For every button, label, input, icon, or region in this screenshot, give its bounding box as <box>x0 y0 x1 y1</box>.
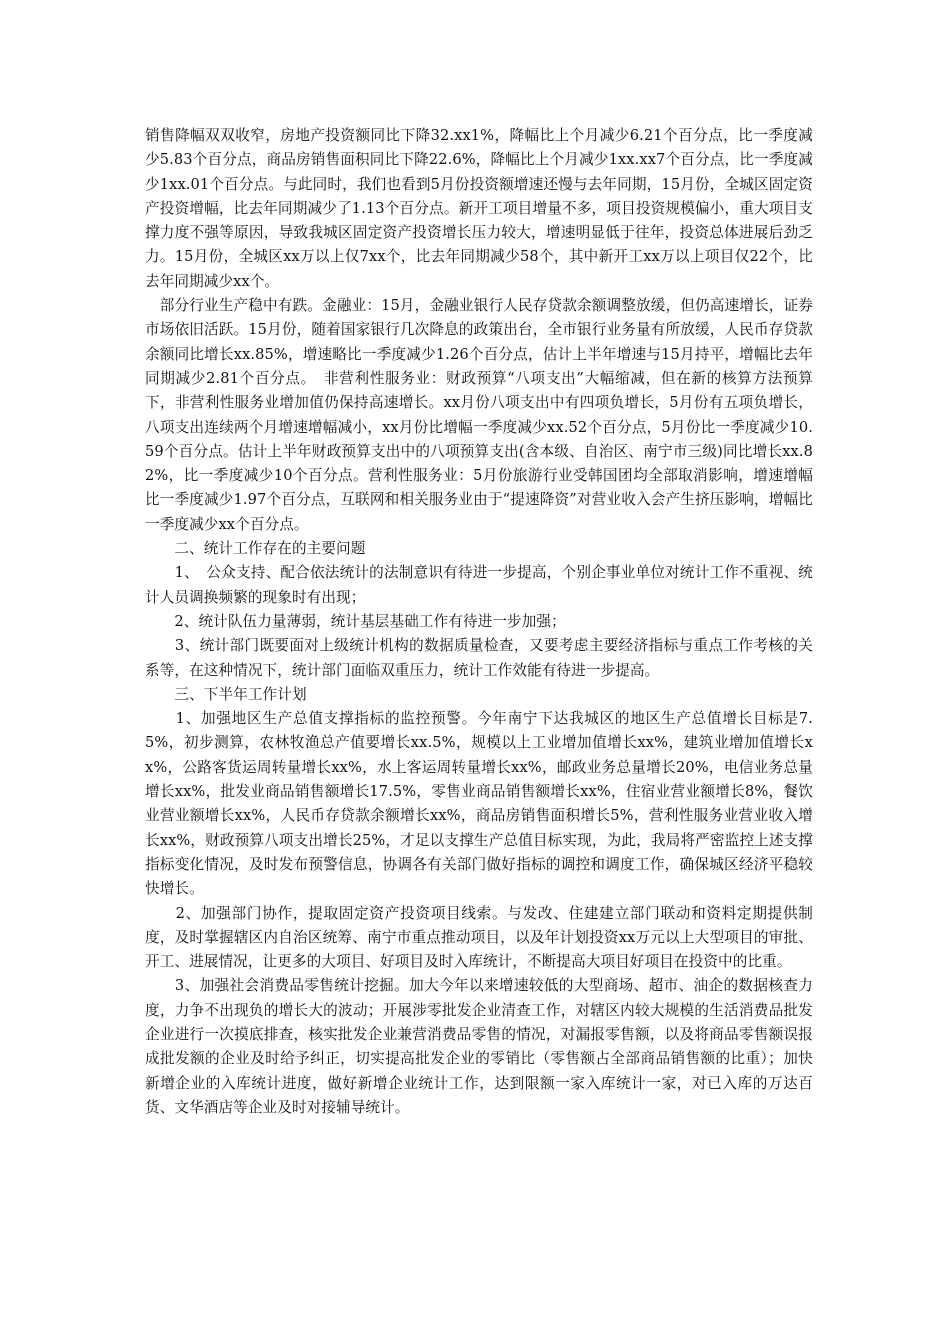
paragraph-problem-3: 3、统计部门既要面对上级统计机构的数据质量检查，又要考虑主要经济指标与重点工作考核的关系等，在这种情况下，统计部门面临双重压力，统计工作效能有待进一步提高。 <box>145 637 813 679</box>
paragraph-plan-1: 1、加强地区生产总值支撑指标的监控预警。今年南宁下达我城区的地区生产总值增长目标是7.5%，初步测算，农林牧渔总产值要增长xx.5%，规模以上工业增加值增长xx%，建筑业增加值增长xx%，公路客货运周转量增长xx%，水上客运周转量增长xx%，邮政业务总量增长20%，电信业务总量增长xx%，批发业商品销售额增长17.5%，零售业商品销售额增长xx%，住宿业营业额增长8%，餐饮业营业额增长xx%，人民币存贷款余额增长xx%，商品房销售面积增长5%，营利性服务业营业收入增长xx%，财政预算八项支出增长25%，才足以支撑生产总值目标实现，为此，我局将严密监控上述支撑指标变化情况，及时发布预警信息，协调各有关部门做好指标的调控和调度工作，确保城区经济平稳较快增长。 <box>145 710 813 898</box>
document-body <box>145 124 813 1120</box>
paragraph-industry-production: 部分行业生产稳中有跌。金融业：15月，金融业银行人民存贷款余额调整放缓，但仍高速增长，证券市场依旧活跃。15月份，随着国家银行几次降息的政策出台，全市银行业务量有所放缓，人民币存贷款余额同比增长xx.85%，增速略比一季度减少1.26个百分点，估计上半年增速与15月持平，增幅比去年同期减少2.81个百分点。 非营利性服务业：财政预算“八项支出”大幅缩减，但在新的核算方法预算下，非营利性服务业增加值仍保持高速增长。xx月份八项支出中有四项负增长，5月份有五项负增长，八项支出连续两个月增速增幅减小，xx月份比增幅一季度减少xx.52个百分点，5月份比一季度减少10.59个百分点。估计上半年财政预算支出中的八项预算支出(含本级、自治区、南宁市三级)同比增长xx.82%，比一季度减少10个百分点。营利性服务业：5月份旅游行业受韩国团均全部取消影响，增速增幅比一季度减少1.97个百分点，互联网和相关服务业由于“提速降资”对营业收入会产生挤压影响，增幅比一季度减少xx个百分点。 <box>145 297 813 533</box>
section-heading-work-plan: 三、下半年工作计划 <box>145 685 307 703</box>
paragraph-problem-1: 1、 公众支持、配合依法统计的法制意识有待进一步提高，个别企事业单位对统计工作不重视、统计人员调换频繁的现象时有出现； <box>145 564 813 606</box>
paragraph-investment-summary: 销售降幅双双收窄，房地产投资额同比下降32.xx1%，降幅比上个月减少6.21个百分点，比一季度减少5.83个百分点，商品房销售面积同比下降22.6%，降幅比上个月减少1xx.xx7个百分点，比一季度减少1xx.01个百分点。与此同时，我们也看到5月份投资额增速还慢与去年同期，15月份，全城区固定资产投资增幅，比去年同期减少了1.13个百分点。新开工项目增量不多，项目投资规模偏小，重大项目支撑力度不强等原因，导致我城区固定资产投资增长压力较大，增速明显低于往年，投资总体进展后劲乏力。15月份，全城区xx万以上仅7xx个，比去年同期减少58个，其中新开工xx万以上项目仅22个，比去年同期减少xx个。 <box>145 127 813 290</box>
paragraph-plan-3: 3、加强社会消费品零售统计挖掘。加大今年以来增速较低的大型商场、超市、油企的数据核查力度，力争不出现负的增长大的波动；开展涉零批发企业清查工作，对辖区内较大规模的生活消费品批发企业进行一次摸底排查，核实批发企业兼营消费品零售的情况，对漏报零售额，以及将商品零售额误报成批发额的企业及时给予纠正，切实提高批发企业的零销比（零售额占全部商品销售额的比重）；加快新增企业的入库统计进度，做好新增企业统计工作，达到限额一家入库统计一家，对已入库的万达百货、文华酒店等企业及时对接辅导统计。 <box>145 977 813 1116</box>
paragraph-plan-2: 2、加强部门协作，提取固定资产投资项目线索。与发改、住建建立部门联动和资料定期提供制度，及时掌握辖区内自治区统筹、南宁市重点推动项目，以及年计划投资xx万元以上大型项目的审批、开工、进展情况，让更多的大项目、好项目及时入库统计，不断提高大项目好项目在投资中的比重。 <box>145 904 813 971</box>
paragraph-problem-2: 2、统计队伍力量薄弱，统计基层基础工作有待进一步加强； <box>145 612 566 630</box>
section-heading-main-problems: 二、统计工作存在的主要问题 <box>145 540 366 558</box>
